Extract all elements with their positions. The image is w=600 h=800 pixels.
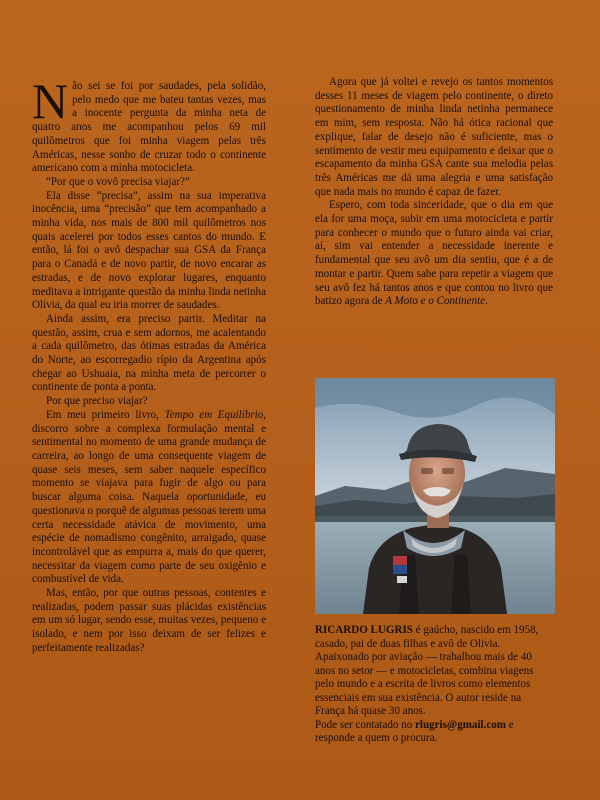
paragraph: Ainda assim, era preciso partir. Meditar na questão, assim, crua e sem adornos, me acalentando a cada quilômetro, das ótimas estradas da América do Norte, ao escorregadio rípio da Argentina após chegar ao Ushuaia, na minha meta de percorrer o continente de ponta a ponta. [32,312,266,394]
paragraph: Em meu primeiro livro, Tempo em Equilíbrio, discorro sobre a complexa formulação mental e sentimental no momento de uma grande mudança de carreira, ao longo de uma consequente viagem de quase seis meses, sem saber naquele específico momento se viajava para fugir de algo ou para buscar alguma coisa. Naquela oportunidade, eu questionava o porquê de algumas pessoas terem uma certa necessidade atávica de movimento, uma espécie de nomadismo congênito, arraigado, quase incontrolável que as empurra a, mais do que querer, necessitar da viagem como parte de seu oxigênio e combustível de vida. [32,408,266,586]
paragraph: “Por que o vovô precisa viajar?” [46,175,190,188]
author-portrait-icon [315,378,555,614]
book-title: Tempo em Equilíbrio [164,408,264,421]
author-bio [315,624,553,746]
paragraph: Agora que já voltei e revejo os tantos momentos desses 11 meses de viagem pelo continente, o direto questionamento de minha linda netinha permanece em mim, sem resposta. Não há ótica racional que explique, falar de desejo não é suficiente, mas o sentimento de vestir meu equipamento e deixar que o escapamento da minha GSA cante sua melodia pelas três Américas me dá uma alegria e uma satisfação que nada mais no mundo é capaz de fazer. [315,76,553,198]
paragraph: Por que preciso viajar? [46,395,148,408]
paragraph: Mas, então, por que outras pessoas, contentes e realizadas, podem passar suas plácidas existências em um só lugar, sendo esse, muitas vezes, pequeno e isolado, e nem por isso deixam de ser felizes e perfeitamente realizadas? [32,587,266,654]
contact-email[interactable]: rlugris@gmail.com [415,718,506,731]
right-column [315,76,553,309]
paragraph: Não sei se foi por saudades, pela solidão, pelo medo que me bateu tantas vezes, mas a inocente pergunta da minha neta de quatro anos me acompanhou pelos 69 mil quilômetros que foi minha viagem pelas três Américas, nesse sonho de cruzar todo o continente americano com a minha motocicleta. [32,73,266,175]
author-photo [315,378,555,614]
left-column [32,73,266,656]
book-title: A Moto e o Continente [385,295,486,308]
paragraph: RICARDO LUGRIS é gaúcho, nascido em 1958, casado, pai de duas filhas e avô de Olivia. Apaixonado por aviação — trabalhou mais de 40 anos no setor — e motocicletas, combina viagens pelo mundo e a escrita de livros como elementos essenciais em sua existência. O autor reside na França há quase 30 anos. [315,624,539,717]
paragraph: Pode ser contatado no rlugris@gmail.com e responde a quem o procura. [315,718,514,744]
drop-cap: N [32,73,69,129]
author-name: RICARDO LUGRIS [315,624,413,636]
paragraph: Ela disse “precisa”, assim na sua imperativa inocência, uma “precisão” que tem acompanhado a minha vida, nos mais de 800 mil quilômetros nos quais acelerei por todos esses cantos do mundo. E então, lá foi o avô despachar sua GSA da França para o Canadá e de novo partir, de novo encarar as estradas, e de novo explorar lugares, enquanto meditava a intrigante questão da minha linda netinha Olivia, da qual eu iria morrer de saudades. [32,189,266,312]
paragraph: Espero, com toda sinceridade, que o dia em que ela for uma moça, subir em uma motocicleta e partir para conhecer o mundo que o futuro ainda vai criar, aí, sim vai entender a necessidade inerente e fundamental que seu avô um dia sentiu, que é a de montar e partir. Quem sabe para repetir a viagem que seu avô fez há tantos anos e que contou no livro que batizo agora de A Moto e o Continente. [315,199,553,308]
